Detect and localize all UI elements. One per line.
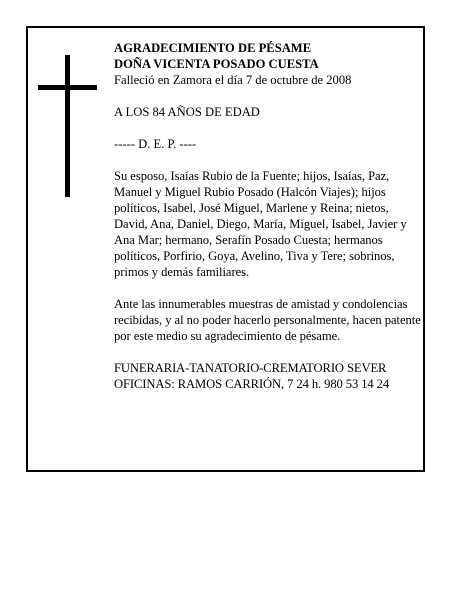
cross-vertical-bar bbox=[65, 55, 70, 197]
notice-text bbox=[114, 40, 422, 392]
funeral-home-name: FUNERARIA-TANATORIO-CREMATORIO SEVER bbox=[114, 361, 387, 375]
thanks-paragraph: Ante las innumerables muestras de amistad y condolencias recibidas, y al no poder hacerlo personalmente, hacen patente por este medio su agradecimiento de pésame. bbox=[114, 297, 421, 343]
notice-title: AGRADECIMIENTO DE PÉSAME bbox=[114, 41, 312, 55]
deceased-name: DOÑA VICENTA POSADO CUESTA bbox=[114, 57, 319, 71]
death-date-line: Falleció en Zamora el día 7 de octubre de 2008 bbox=[114, 73, 352, 87]
rip-line: ----- D. E. P. ---- bbox=[114, 137, 197, 151]
family-paragraph: Su esposo, Isaías Rubio de la Fuente; hijos, Isaías, Paz, Manuel y Miguel Rubio Posado (Halcón Viajes); hijos políticos, Isabel, José Miguel, Marlene y Reina; nietos, David, Ana, Daniel, Diego, María, Miguel, Isabel, Javier y Ana Mar; hermano, Serafín Posado Cuesta; hermanos políticos, Porfirio, Goya, Avelino, Tiva y Tere; sobrinos, primos y demás familiares. bbox=[114, 169, 407, 279]
age-line: A LOS 84 AÑOS DE EDAD bbox=[114, 105, 260, 119]
offices-contact: OFICINAS: RAMOS CARRIÓN, 7 24 h. 980 53 14 24 bbox=[114, 377, 390, 391]
cross-horizontal-bar bbox=[38, 85, 97, 90]
